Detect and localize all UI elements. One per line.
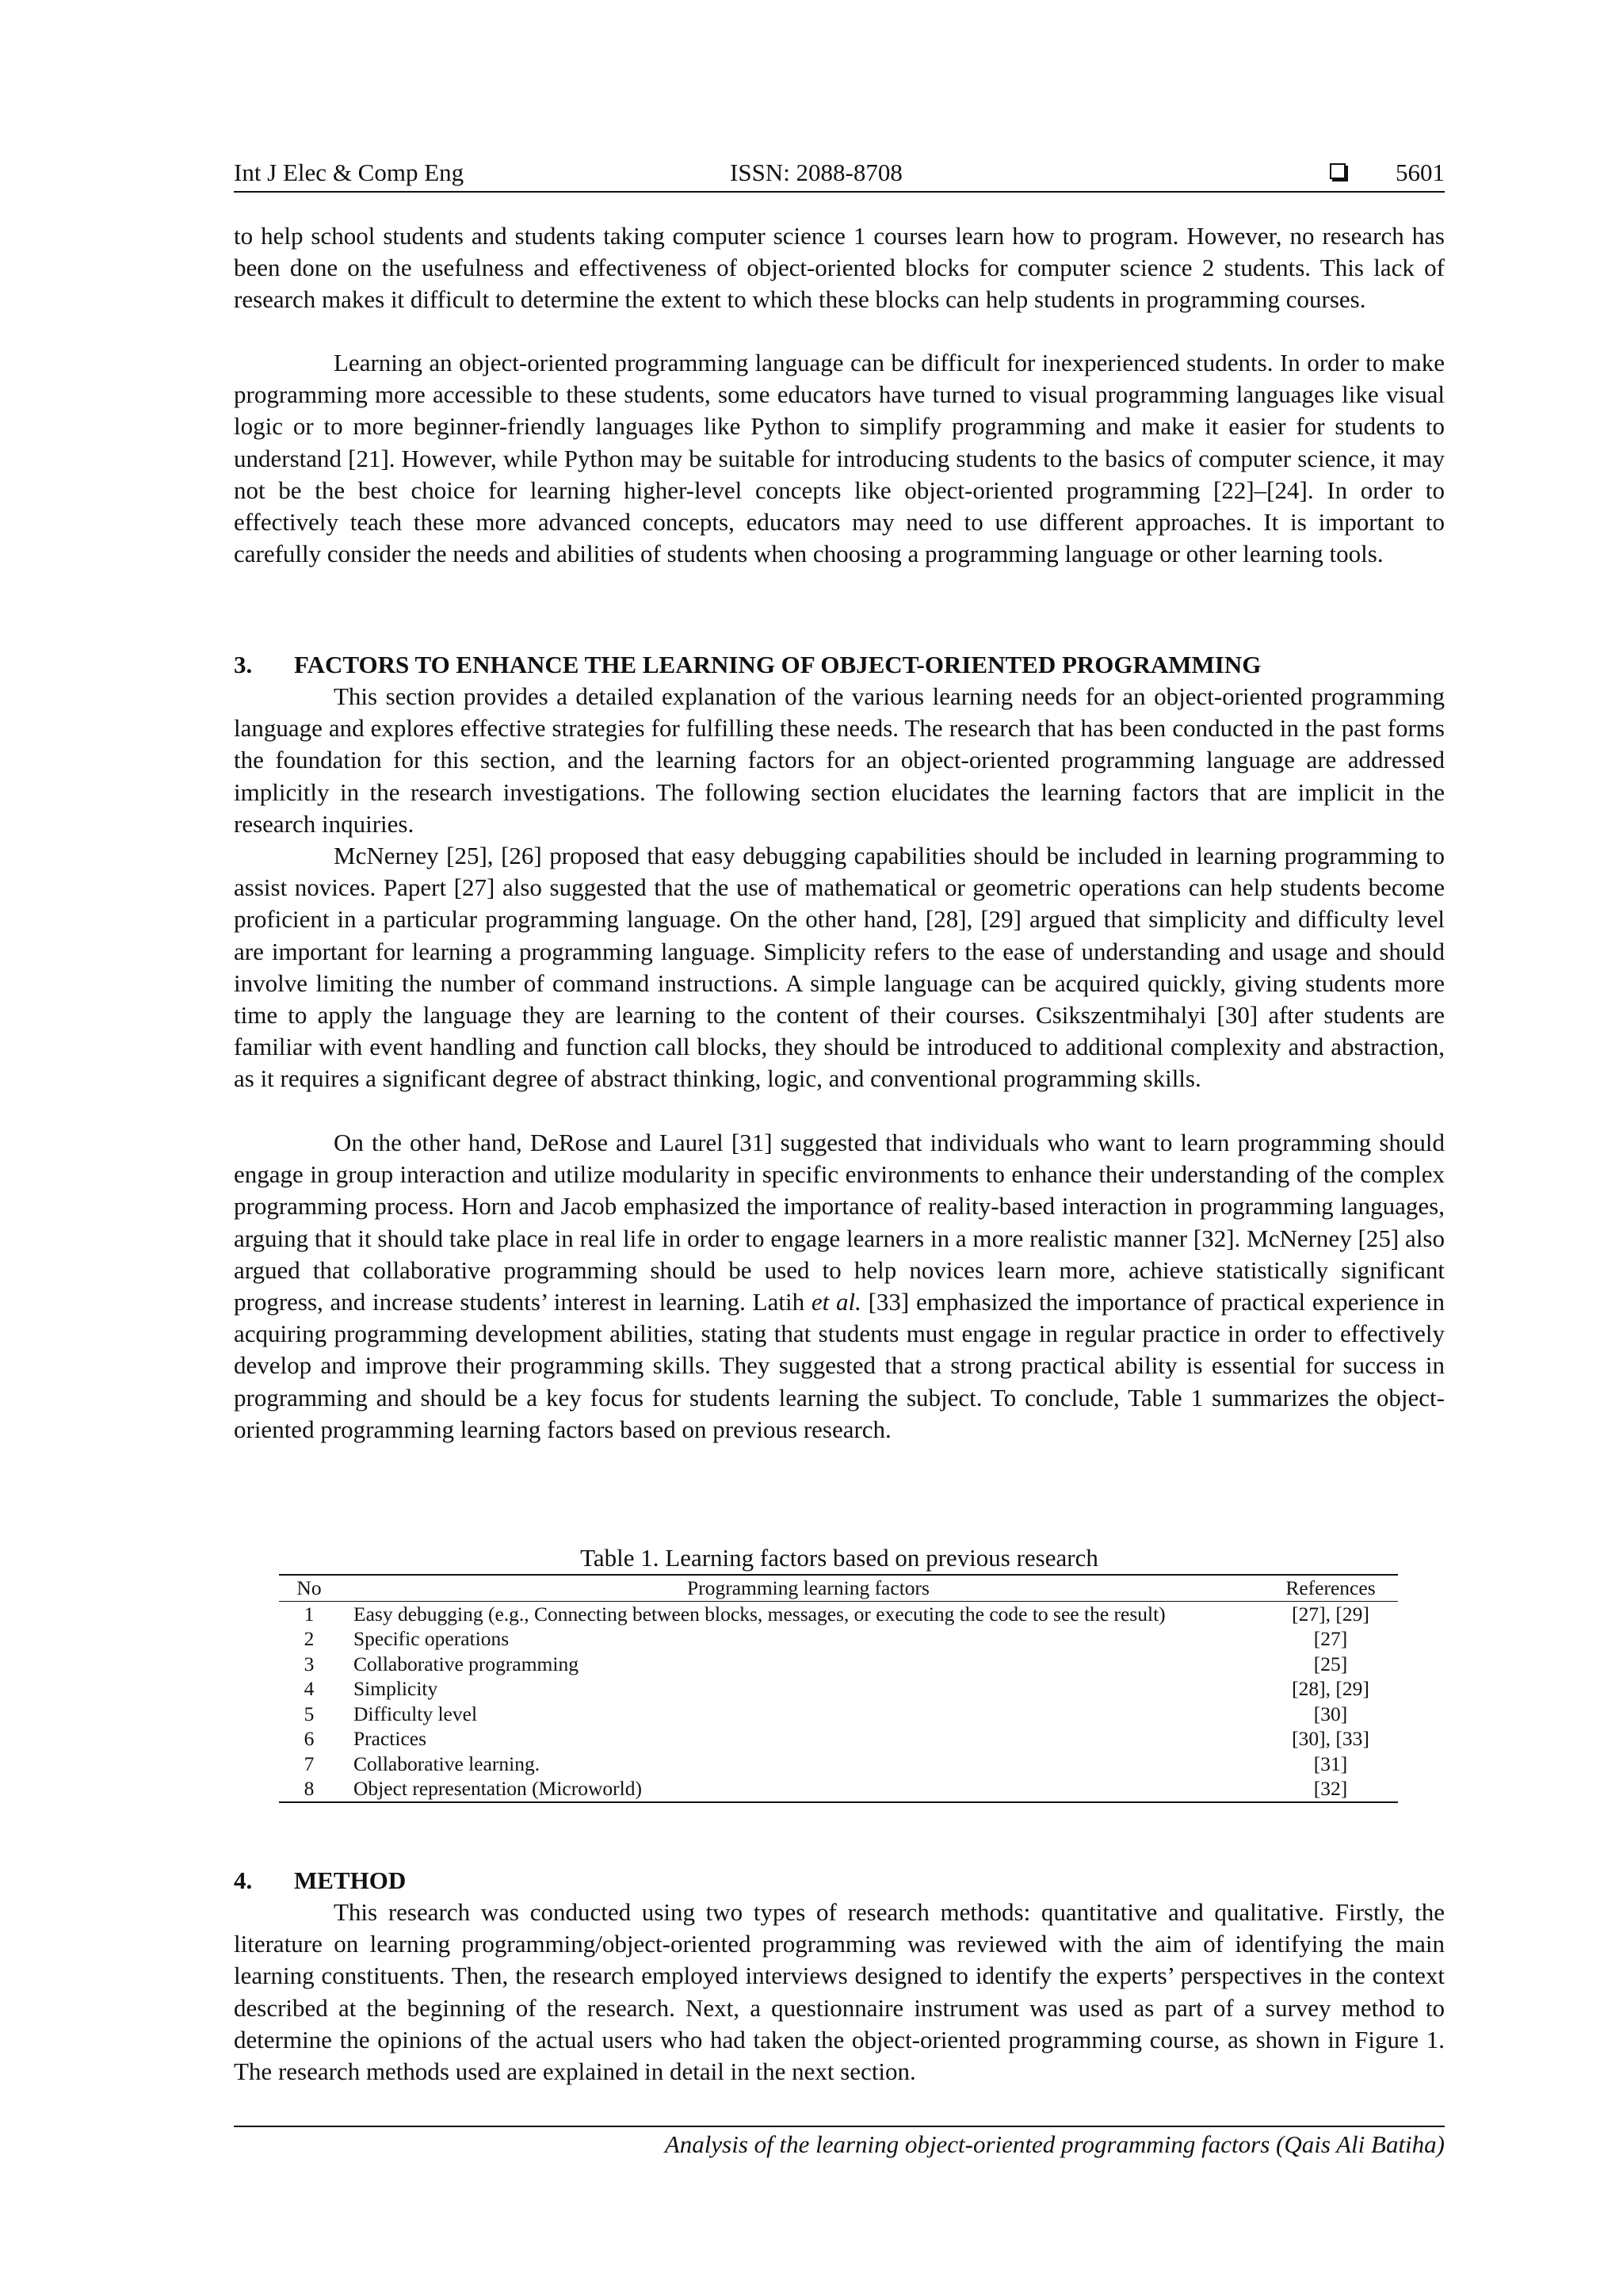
row-factor: Specific operations <box>353 1627 510 1650</box>
table-header-row <box>279 1575 1398 1601</box>
row-factor: Difficulty level <box>353 1702 478 1725</box>
paragraph: to help school students and students taking computer science 1 courses learn how to program. However, no research has been done on the usefulness and effectiveness of object-oriented blocks for computer science 2 students. This lack of research makes it difficult to determine the extent to which these blocks can help students in programming courses. <box>234 222 1445 314</box>
row-factor: Collaborative learning. <box>353 1752 540 1775</box>
column-header-factors: Programming learning factors <box>339 1575 1263 1601</box>
row-factor: Easy debugging (e.g., Connecting between blocks, messages, or executing the code to see the result) <box>353 1602 1166 1626</box>
row-factor: Simplicity <box>353 1677 438 1700</box>
row-references: [32] <box>1263 1776 1398 1802</box>
table-row <box>279 1601 1398 1626</box>
row-factor: Collaborative programming <box>353 1652 579 1675</box>
page-number: 5601 <box>1396 159 1445 186</box>
row-references: [27] <box>1313 1627 1348 1650</box>
row-references: [30], [33] <box>1292 1727 1369 1750</box>
paragraph-text: [33] emphasized the importance of practical experience in acquiring programming development abilities, stating that students must engage in regular practice in order to effectively develop and improve their programming skills. They suggested that a strong practical ability is essential for success in programming and should be a key focus for students learning the subject. To conclude, Table 1 summarizes the object-oriented programming learning factors based on previous research. <box>234 1288 1445 1443</box>
learning-factors-table <box>279 1574 1398 1803</box>
row-number: 6 <box>304 1727 315 1750</box>
section-number: 4. <box>234 1866 253 1894</box>
section-title: METHOD <box>294 1866 407 1894</box>
row-factor: Practices <box>353 1727 427 1750</box>
row-number: 1 <box>304 1602 315 1626</box>
section-heading <box>234 1865 406 1897</box>
table-row <box>279 1676 1398 1702</box>
row-references: [28], [29] <box>1292 1677 1369 1700</box>
table-row <box>279 1776 1398 1802</box>
footer-rule <box>234 2126 1445 2127</box>
section-heading <box>234 649 1261 681</box>
header-rule <box>234 191 1445 193</box>
row-references: [25] <box>1313 1652 1348 1675</box>
row-references: [30] <box>1313 1702 1348 1725</box>
row-number: 5 <box>304 1702 315 1725</box>
row-number: 4 <box>304 1677 315 1700</box>
row-number: 2 <box>304 1627 315 1650</box>
table-row <box>279 1626 1398 1652</box>
table-row <box>279 1652 1398 1677</box>
running-header <box>234 155 1445 190</box>
table-row <box>279 1752 1398 1777</box>
checkbox-square-icon <box>1330 163 1346 179</box>
column-header-references: References <box>1263 1575 1398 1601</box>
paragraph: This section provides a detailed explanation of the various learning needs for an object-oriented programming language and explores effective strategies for fulfilling these needs. The research that has been conducted in the past forms the foundation for this section, and the learning factors for an object-oriented programming language are addressed implicitly in the research investigations. The following section elucidates the learning factors that are implicit in the research inquiries. <box>234 682 1445 838</box>
paragraph: This research was conducted using two types of research methods: quantitative and qualitative. Firstly, the literature on learning programming/object-oriented programming was reviewed with the aim of identifying the main learning constituents. Then, the research employed interviews designed to identify the experts’ perspectives in the context described at the beginning of the research. Next, a questionnaire instrument was used as part of a survey method to determine the opinions of the actual users who had taken the object-oriented programming course, as shown in Figure 1. The research methods used are explained in detail in the next section. <box>234 1898 1445 2086</box>
journal-name: Int J Elec & Comp Eng <box>234 159 464 186</box>
paragraph-text: On the other hand, DeRose and Laurel [31] suggested that individuals who want to learn programming should engage in group interaction and utilize modularity in specific environments to enhance their understanding of the complex programming process. Horn and Jacob emphasized the importance of reality-based interaction in programming languages, arguing that it should take place in real life in order to engage learners in a more realistic manner [32]. McNerney [25] also argued that collaborative programming should be used to help novices learn more, achieve statistically significant progress, and increase students’ interest in learning. Latih <box>234 1129 1445 1316</box>
column-header-no: No <box>279 1575 339 1601</box>
section-title: FACTORS TO ENHANCE THE LEARNING OF OBJECT-ORIENTED PROGRAMMING <box>294 651 1262 678</box>
et-al-text: et al. <box>811 1288 861 1316</box>
issn: ISSN: 2088-8708 <box>730 159 903 186</box>
section-number: 3. <box>234 651 253 678</box>
row-number: 3 <box>304 1652 315 1675</box>
table-row <box>279 1702 1398 1727</box>
running-footer: Analysis of the learning object-oriented programming factors (Qais Ali Batiha) <box>664 2130 1445 2158</box>
row-references: [27], [29] <box>1292 1602 1369 1626</box>
row-number: 8 <box>279 1776 339 1802</box>
paragraph: Learning an object-oriented programming language can be difficult for inexperienced students. In order to make programming more accessible to these students, some educators have turned to visual programming languages like visual logic or to more beginner-friendly languages like Python to simplify programming and make it easier for students to understand [21]. However, while Python may be suitable for introducing students to the basics of computer science, it may not be the best choice for learning higher-level concepts like object-oriented programming [22]–[24]. In order to effectively teach these more advanced concepts, educators may need to use different approaches. It is important to carefully consider the needs and abilities of students when choosing a programming language or other learning tools. <box>234 349 1445 568</box>
paragraph: McNerney [25], [26] proposed that easy debugging capabilities should be included in learning programming to assist novices. Papert [27] also suggested that the use of mathematical or geometric operations can help students become proficient in a particular programming language. On the other hand, [28], [29] argued that simplicity and difficulty level are important for learning a programming language. Simplicity refers to the ease of understanding and usage and should involve limiting the number of command instructions. A simple language can be acquired quickly, giving students more time to apply the language they are learning to the content of their courses. Csikszentmihalyi [30] after students are familiar with event handling and function call blocks, they should be introduced to additional complexity and abstraction, as it requires a significant degree of abstract thinking, logic, and conventional programming skills. <box>234 842 1445 1093</box>
table-caption: Table 1. Learning factors based on previous research <box>580 1544 1098 1572</box>
table-row <box>279 1726 1398 1752</box>
paragraph <box>234 1127 1445 1446</box>
row-references: [31] <box>1313 1752 1348 1775</box>
row-factor: Object representation (Microworld) <box>339 1776 1263 1802</box>
row-number: 7 <box>304 1752 315 1775</box>
